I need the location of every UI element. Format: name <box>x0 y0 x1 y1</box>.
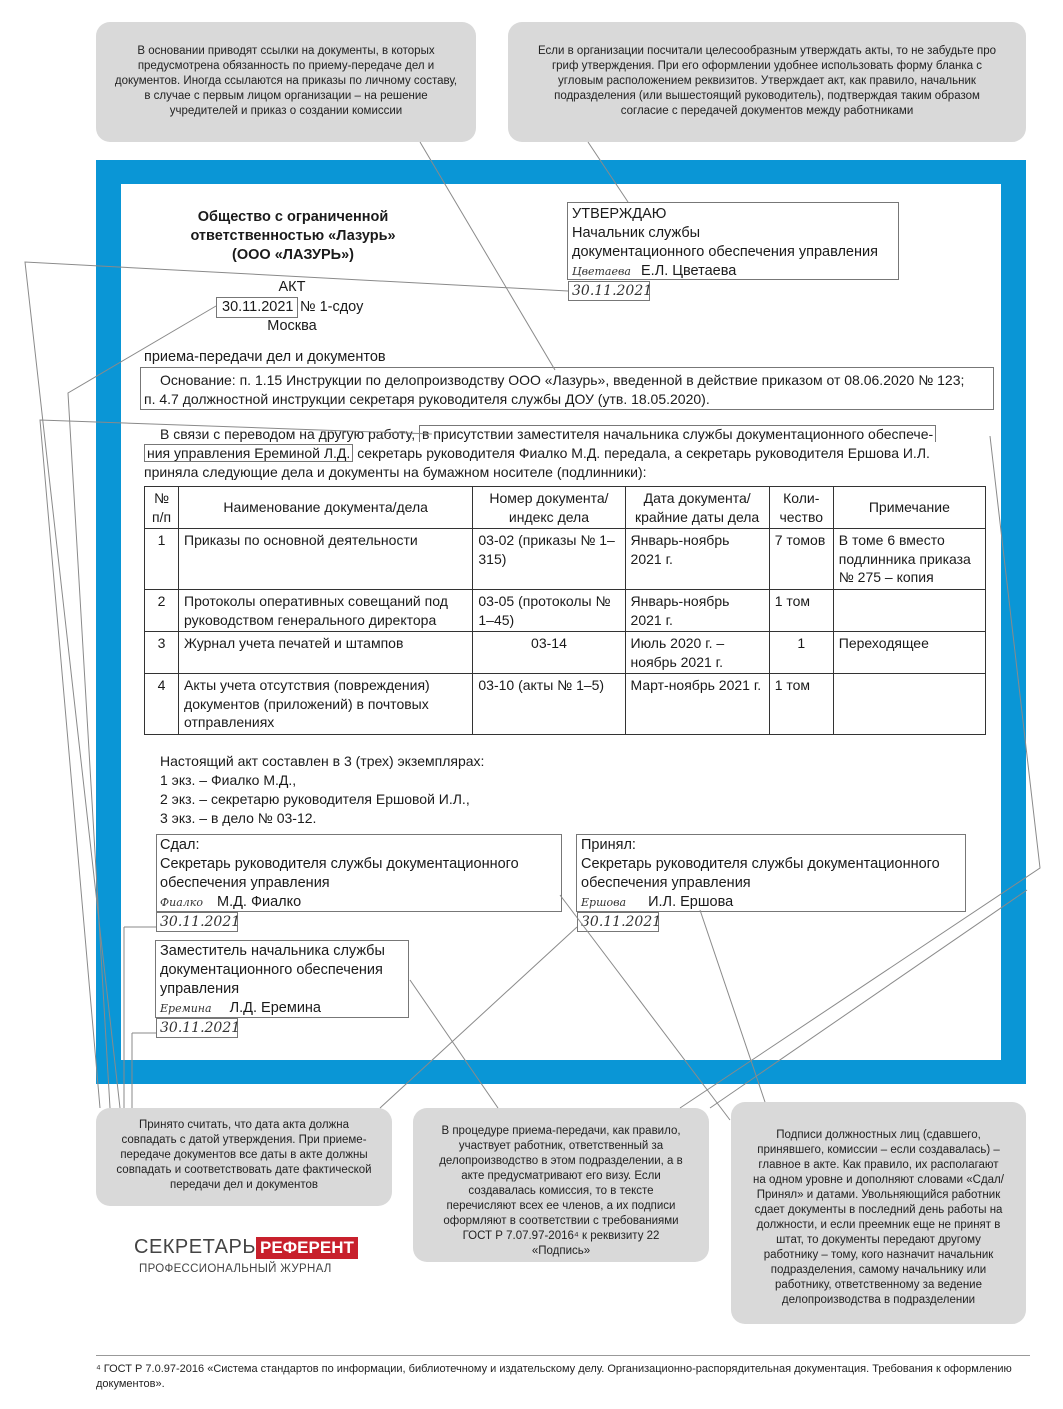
paragraph-part-1: В связи с переводом на другую работу, <box>160 426 416 442</box>
act-number: № 1-сдоу <box>300 299 364 315</box>
deputy-position-3: управления <box>160 981 240 997</box>
deputy-date: 30.11.2021 <box>156 1018 238 1038</box>
cell-name: Акты учета отсутствия (повреждения) документов (приложений) в почтовых отправлениях <box>179 674 473 735</box>
cell-dates: Март-ноябрь 2021 г. <box>625 674 769 735</box>
header-index: Номер документа/ индекс дела <box>473 487 625 529</box>
logo-part-2: РЕФЕРЕНТ <box>256 1237 358 1259</box>
received-position-2: обеспечения управления <box>581 875 751 891</box>
approval-position-2: документационного обеспечения управления <box>572 244 878 260</box>
basis-line-1: Основание: п. 1.15 Инструкции по делопроизводству ООО «Лазурь», введенной в действие приказом от 08.06.2020 № 123; <box>160 372 965 388</box>
act-city: Москва <box>267 318 317 334</box>
cell-note: В томе 6 вместо подлинника приказа № 275 – копия <box>833 529 985 590</box>
received-title: Принял: <box>581 837 636 853</box>
header-name: Наименование документа/дела <box>179 487 473 529</box>
cell-index: 03-02 (приказы № 1–315) <box>473 529 625 590</box>
cell-dates: Июль 2020 г. – ноябрь 2021 г. <box>625 632 769 674</box>
paragraph-part-3: ния управления Ереминой Л.Д. <box>144 444 353 462</box>
note-top-right-text: Если в организации посчитали целесообразным утверждать акты, то не забудьте про гриф утверждения. При его оформлении удобнее использовать форму бланка с угловым расположением реквизитов. Утверждает акт, как правило, начальник подразделения (или вышестоящий руководитель), подтверждая таким образом согласие с передачей документов между работниками <box>538 45 996 117</box>
deputy-signature: Еремина <box>160 1002 212 1015</box>
act-subject: приема-передачи дел и документов <box>144 349 386 365</box>
org-line-1: Общество с ограниченной <box>197 209 389 225</box>
cell-number: 4 <box>145 674 179 735</box>
magazine-logo <box>134 1236 358 1275</box>
note-top-left-text: В основании приводят ссылки на документы, в которых предусмотрена обязанность по приему-передаче дел и документов. Иногда ссылаются на приказы по личному составу, в случае с первым лицом организации – на решение учредителей и приказ о создании комиссии <box>114 45 458 117</box>
act-date: 30.11.2021 <box>222 299 294 315</box>
approval-title: УТВЕРЖДАЮ <box>572 206 667 222</box>
footnote-divider <box>96 1355 1030 1356</box>
cell-dates: Январь-ноябрь 2021 г. <box>625 590 769 632</box>
cell-quantity: 1 <box>769 632 833 674</box>
cell-number: 2 <box>145 590 179 632</box>
handed-signature: Фиалко <box>160 896 203 909</box>
cell-quantity: 1 том <box>769 674 833 735</box>
received-name: И.Л. Ершова <box>648 894 734 910</box>
basis-line-2: п. 4.7 должностной инструкции секретаря руководителя службы ДОУ (утв. 18.05.2020). <box>144 391 710 407</box>
cell-quantity: 1 том <box>769 590 833 632</box>
org-line-2: ответственностью «Лазурь» <box>190 228 396 244</box>
footnote: ⁴ ГОСТ Р 7.0.97-2016 «Система стандартов по информации, библиотечному и издательскому делу. Организационно-распорядительная документация. Требования к оформлению документов». <box>96 1363 1012 1390</box>
note-bottom-left-text: Принято считать, что дата акта должна совпадать с датой утверждения. При приеме-передаче документов все даты в акте должны совпадать и соответствовать дате фактической передачи дел и документов <box>116 1119 372 1191</box>
handed-name: М.Д. Фиалко <box>217 894 302 910</box>
handed-position-1: Секретарь руководителя службы документационного <box>160 856 519 872</box>
org-line-3: (ООО «ЛАЗУРЬ») <box>232 247 354 263</box>
paragraph-part-4: секретарь руководителя Фиалко М.Д. передала, а секретарь руководителя Ершова И.Л. <box>357 445 930 461</box>
cell-name: Приказы по основной деятельности <box>179 529 473 590</box>
received-position-1: Секретарь руководителя службы документационного <box>581 856 940 872</box>
handed-title: Сдал: <box>160 837 200 853</box>
deputy-name: Л.Д. Еремина <box>229 1000 321 1016</box>
copies-line-3: 2 экз. – секретарю руководителя Ершовой И.Л., <box>160 791 470 807</box>
header-number: № п/п <box>145 487 179 529</box>
handed-position-2: обеспечения управления <box>160 875 330 891</box>
received-date: 30.11.2021 <box>577 912 659 932</box>
approval-date: 30.11.2021 <box>568 281 650 301</box>
cell-number: 3 <box>145 632 179 674</box>
cell-number: 1 <box>145 529 179 590</box>
header-quantity: Коли- чество <box>769 487 833 529</box>
received-signature: Ершова <box>581 896 627 909</box>
approval-signature: Цветаева <box>572 265 631 278</box>
cell-index: 03-14 <box>473 632 625 674</box>
approval-name: Е.Л. Цветаева <box>641 263 737 279</box>
copies-line-1: Настоящий акт составлен в 3 (трех) экземплярах: <box>160 753 485 769</box>
note-bottom-middle-text: В процедуре приема-передачи, как правило, участвует работник, ответственный за делопроизводство в этом подразделении, а в акте предусматривают его визу. Если создавалась комиссия, то в тексте перечисляют всех ее членов, а их подписи оформляют в соответствии с требованиями ГОСТ Р 7.07.97-2016⁴ к реквизиту 22 «Подпись» <box>439 1125 683 1257</box>
cell-dates: Январь-ноябрь 2021 г. <box>625 529 769 590</box>
header-note: Примечание <box>833 487 985 529</box>
deputy-position-2: документационного обеспечения <box>160 962 383 978</box>
paragraph-part-2: в присутствии заместителя начальника службы документационного обеспече- <box>419 425 936 442</box>
handed-date: 30.11.2021 <box>156 912 238 932</box>
cell-index: 03-05 (протоколы № 1–45) <box>473 590 625 632</box>
note-bottom-right-text: Подписи должностных лиц (сдавшего, принявшего, комиссии – если создавалась) – главное в акте. Как правило, их располагают на одном уровне и дополняют словами «Сдал/Принял» и датами. Увольняющийся работник сдает документы в последний день работы на должности, и если преемник еще не принят в штат, то документы передают другому работнику – тому, кого назначит начальник подразделения, самому начальнику или работнику, ответственному за ведение делопроизводства в подразделении <box>753 1129 1004 1306</box>
cell-note: Переходящее <box>833 632 985 674</box>
copies-line-4: 3 экз. – в дело № 03-12. <box>160 810 317 826</box>
act-title: АКТ <box>278 279 306 295</box>
copies-line-2: 1 экз. – Фиалко М.Д., <box>160 772 297 788</box>
paragraph-part-5: приняла следующие дела и документы на бумажном носителе (подлинники): <box>144 464 647 480</box>
logo-part-1: СЕКРЕТАРЬ <box>134 1236 256 1258</box>
header-dates: Дата документа/ крайние даты дела <box>625 487 769 529</box>
approval-position-1: Начальник службы <box>572 225 701 241</box>
cell-quantity: 7 томов <box>769 529 833 590</box>
cell-name: Протоколы оперативных совещаний под руководством генерального директора <box>179 590 473 632</box>
cell-name: Журнал учета печатей и штампов <box>179 632 473 674</box>
deputy-position-1: Заместитель начальника службы <box>160 943 385 959</box>
logo-subtitle: ПРОФЕССИОНАЛЬНЫЙ ЖУРНАЛ <box>139 1263 332 1275</box>
cell-index: 03-10 (акты № 1–5) <box>473 674 625 735</box>
